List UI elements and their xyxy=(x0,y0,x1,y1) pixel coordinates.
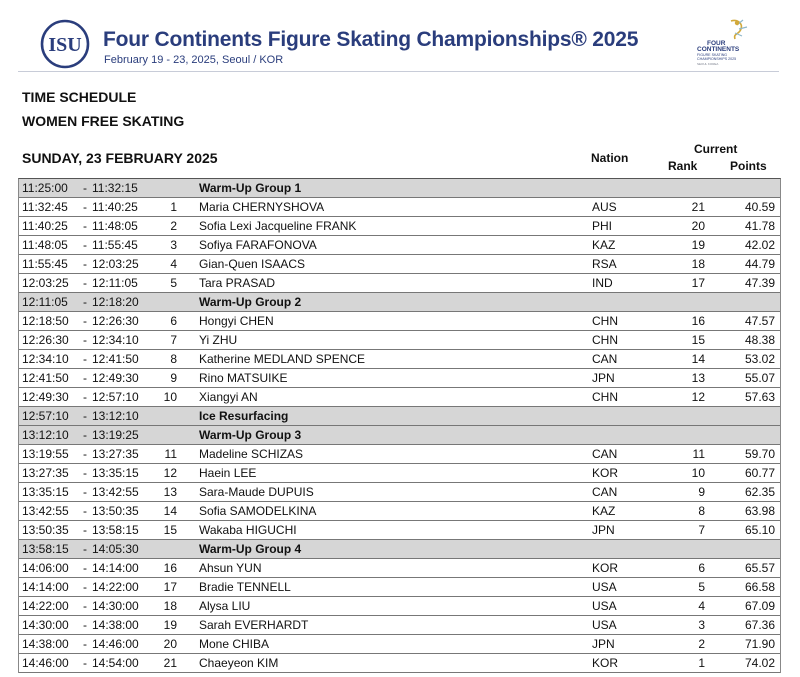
end-time: 11:55:45 xyxy=(92,238,138,252)
current-points: 66.58 xyxy=(744,580,775,594)
start-order: 10 xyxy=(163,390,177,404)
start-time: 12:41:50 xyxy=(22,371,69,385)
current-rank: 12 xyxy=(691,390,705,404)
time-separator: - xyxy=(83,409,87,423)
current-rank: 14 xyxy=(691,352,705,366)
end-time: 12:34:10 xyxy=(92,333,139,347)
skater-name: Sofia SAMODELKINA xyxy=(199,504,317,518)
skater-nation: USA xyxy=(592,618,617,632)
skater-row xyxy=(19,350,780,369)
current-points: 41.78 xyxy=(744,219,775,233)
time-separator: - xyxy=(83,314,87,328)
skater-name: Sarah EVERHARDT xyxy=(199,618,309,632)
time-separator: - xyxy=(83,257,87,271)
end-time: 14:54:00 xyxy=(92,656,139,670)
column-header-rank: Rank xyxy=(668,159,698,173)
time-separator: - xyxy=(83,181,87,195)
time-separator: - xyxy=(83,371,87,385)
skater-name: Yi ZHU xyxy=(199,333,238,347)
skater-nation: AUS xyxy=(592,200,617,214)
svg-text:FOUR: FOUR xyxy=(707,40,726,47)
skater-nation: CAN xyxy=(592,352,618,366)
schedule-date: SUNDAY, 23 FEBRUARY 2025 xyxy=(22,150,218,166)
current-rank: 9 xyxy=(698,485,705,499)
schedule-group-row xyxy=(19,426,780,445)
schedule-group-row xyxy=(19,293,780,312)
start-order: 19 xyxy=(163,618,177,632)
current-points: 67.36 xyxy=(744,618,775,632)
group-label: Warm-Up Group 3 xyxy=(199,428,302,442)
current-points: 60.77 xyxy=(744,466,775,480)
end-time: 12:57:10 xyxy=(92,390,139,404)
time-separator: - xyxy=(83,447,87,461)
current-points: 53.02 xyxy=(744,352,775,366)
end-time: 12:03:25 xyxy=(92,257,139,271)
current-rank: 4 xyxy=(698,599,705,613)
document-title: TIME SCHEDULE xyxy=(22,89,137,105)
current-points: 47.39 xyxy=(744,276,775,290)
skater-name: Rino MATSUIKE xyxy=(199,371,288,385)
skater-row xyxy=(19,369,780,388)
start-time: 13:27:35 xyxy=(22,466,69,480)
skater-nation: KAZ xyxy=(592,504,616,518)
skater-name: Maria CHERNYSHOVA xyxy=(199,200,325,214)
current-points: 48.38 xyxy=(744,333,775,347)
start-order: 14 xyxy=(163,504,177,518)
schedule-group-row xyxy=(19,179,780,198)
skater-row xyxy=(19,198,780,217)
time-separator: - xyxy=(83,580,87,594)
end-time: 12:18:20 xyxy=(92,295,139,309)
start-order: 7 xyxy=(170,333,177,347)
time-separator: - xyxy=(83,542,87,556)
group-label: Warm-Up Group 4 xyxy=(199,542,302,556)
skater-row xyxy=(19,274,780,293)
skater-row xyxy=(19,654,780,673)
skater-nation: KOR xyxy=(592,656,619,670)
time-separator: - xyxy=(83,219,87,233)
skater-nation: JPN xyxy=(592,523,615,537)
start-order: 20 xyxy=(163,637,177,651)
start-time: 14:38:00 xyxy=(22,637,69,651)
current-points: 40.59 xyxy=(744,200,775,214)
skater-nation: RSA xyxy=(592,257,617,271)
current-points: 65.57 xyxy=(744,561,775,575)
time-separator: - xyxy=(83,523,87,537)
skater-nation: CAN xyxy=(592,447,618,461)
end-time: 14:30:00 xyxy=(92,599,139,613)
skater-name: Chaeyeon KIM xyxy=(199,656,279,670)
document-header xyxy=(0,0,800,78)
start-order: 1 xyxy=(170,200,177,214)
skater-row xyxy=(19,502,780,521)
current-points: 74.02 xyxy=(744,656,775,670)
start-time: 12:26:30 xyxy=(22,333,69,347)
start-order: 9 xyxy=(170,371,177,385)
end-time: 14:14:00 xyxy=(92,561,139,575)
skater-row xyxy=(19,559,780,578)
event-title: Four Continents Figure Skating Championships® 2025 xyxy=(103,28,639,51)
end-time: 13:27:35 xyxy=(92,447,139,461)
skater-name: Sara-Maude DUPUIS xyxy=(199,485,314,499)
end-time: 11:32:15 xyxy=(92,181,138,195)
start-order: 6 xyxy=(170,314,177,328)
end-time: 12:26:30 xyxy=(92,314,139,328)
current-rank: 5 xyxy=(698,580,705,594)
time-separator: - xyxy=(83,333,87,347)
start-order: 17 xyxy=(163,580,177,594)
start-time: 13:50:35 xyxy=(22,523,69,537)
end-time: 13:12:10 xyxy=(92,409,139,423)
column-header-nation: Nation xyxy=(591,151,629,165)
start-order: 8 xyxy=(170,352,177,366)
current-rank: 2 xyxy=(698,637,705,651)
start-order: 12 xyxy=(163,466,177,480)
schedule-table xyxy=(18,178,781,673)
end-time: 14:38:00 xyxy=(92,618,139,632)
skater-name: Tara PRASAD xyxy=(199,276,276,290)
current-rank: 20 xyxy=(691,219,705,233)
group-label: Ice Resurfacing xyxy=(199,409,289,423)
time-separator: - xyxy=(83,352,87,366)
time-separator: - xyxy=(83,504,87,518)
start-order: 21 xyxy=(163,656,177,670)
skater-name: Katherine MEDLAND SPENCE xyxy=(199,352,366,366)
skater-name: Sofia Lexi Jacqueline FRANK xyxy=(199,219,357,233)
current-rank: 3 xyxy=(698,618,705,632)
svg-text:FIGURE SKATING: FIGURE SKATING xyxy=(697,53,728,57)
skater-name: Ahsun YUN xyxy=(199,561,262,575)
end-time: 12:11:05 xyxy=(92,276,138,290)
skater-name: Wakaba HIGUCHI xyxy=(199,523,297,537)
svg-text:SEOUL KOREA: SEOUL KOREA xyxy=(697,62,719,66)
skater-nation: CHN xyxy=(592,390,618,404)
column-header-points: Points xyxy=(730,159,767,173)
current-rank: 8 xyxy=(698,504,705,518)
start-time: 11:32:45 xyxy=(22,200,68,214)
current-rank: 6 xyxy=(698,561,705,575)
end-time: 11:48:05 xyxy=(92,219,138,233)
time-separator: - xyxy=(83,485,87,499)
time-separator: - xyxy=(83,390,87,404)
current-points: 47.57 xyxy=(744,314,775,328)
skater-nation: CHN xyxy=(592,314,618,328)
skater-name: Mone CHIBA xyxy=(199,637,270,651)
skater-nation: JPN xyxy=(592,371,615,385)
group-label: Warm-Up Group 2 xyxy=(199,295,302,309)
time-separator: - xyxy=(83,200,87,214)
skater-row xyxy=(19,616,780,635)
skater-row xyxy=(19,255,780,274)
current-points: 42.02 xyxy=(744,238,775,252)
current-rank: 7 xyxy=(698,523,705,537)
current-rank: 18 xyxy=(691,257,705,271)
start-time: 12:18:50 xyxy=(22,314,69,328)
start-order: 2 xyxy=(170,219,177,233)
end-time: 14:05:30 xyxy=(92,542,139,556)
start-order: 15 xyxy=(163,523,177,537)
time-separator: - xyxy=(83,561,87,575)
start-time: 13:35:15 xyxy=(22,485,69,499)
end-time: 14:46:00 xyxy=(92,637,139,651)
start-time: 11:48:05 xyxy=(22,238,68,252)
skater-nation: USA xyxy=(592,580,617,594)
time-separator: - xyxy=(83,428,87,442)
svg-text:CHAMPIONSHIPS 2025: CHAMPIONSHIPS 2025 xyxy=(697,57,737,61)
start-time: 13:19:55 xyxy=(22,447,69,461)
start-order: 18 xyxy=(163,599,177,613)
current-points: 62.35 xyxy=(744,485,775,499)
current-rank: 11 xyxy=(692,447,705,461)
start-order: 11 xyxy=(164,447,177,461)
end-time: 13:50:35 xyxy=(92,504,139,518)
skater-nation: CAN xyxy=(592,485,618,499)
event-discipline-title: WOMEN FREE SKATING xyxy=(22,113,185,129)
start-time: 12:11:05 xyxy=(22,295,68,309)
start-time: 13:42:55 xyxy=(22,504,69,518)
skater-name: Hongyi CHEN xyxy=(199,314,274,328)
start-order: 4 xyxy=(170,257,177,271)
skater-row xyxy=(19,597,780,616)
skater-row xyxy=(19,635,780,654)
current-points: 67.09 xyxy=(744,599,775,613)
start-time: 11:55:45 xyxy=(22,257,68,271)
skater-name: Haein LEE xyxy=(199,466,257,480)
end-time: 11:40:25 xyxy=(92,200,138,214)
skater-nation: JPN xyxy=(592,637,615,651)
end-time: 13:58:15 xyxy=(92,523,139,537)
end-time: 13:42:55 xyxy=(92,485,139,499)
skater-row xyxy=(19,521,780,540)
start-time: 14:46:00 xyxy=(22,656,69,670)
skater-row xyxy=(19,312,780,331)
skater-name: Sofiya FARAFONOVA xyxy=(199,238,317,252)
skater-nation: PHI xyxy=(592,219,613,233)
skater-row xyxy=(19,217,780,236)
time-separator: - xyxy=(83,295,87,309)
time-separator: - xyxy=(83,618,87,632)
start-order: 16 xyxy=(163,561,177,575)
current-rank: 13 xyxy=(691,371,705,385)
current-points: 71.90 xyxy=(744,637,775,651)
current-rank: 21 xyxy=(691,200,705,214)
current-rank: 16 xyxy=(691,314,705,328)
end-time: 12:41:50 xyxy=(92,352,139,366)
start-time: 14:14:00 xyxy=(22,580,69,594)
time-separator: - xyxy=(83,276,87,290)
time-separator: - xyxy=(83,637,87,651)
skater-row xyxy=(19,464,780,483)
svg-text:CONTINENTS: CONTINENTS xyxy=(697,46,740,53)
schedule-group-row xyxy=(19,540,780,559)
column-header-current: Current xyxy=(694,142,738,156)
start-time: 14:06:00 xyxy=(22,561,69,575)
header-divider xyxy=(18,71,779,72)
start-order: 5 xyxy=(170,276,177,290)
skater-nation: CHN xyxy=(592,333,618,347)
current-points: 65.10 xyxy=(744,523,775,537)
time-separator: - xyxy=(83,656,87,670)
time-separator: - xyxy=(83,238,87,252)
start-order: 3 xyxy=(170,238,177,252)
start-time: 12:34:10 xyxy=(22,352,69,366)
start-time: 13:58:15 xyxy=(22,542,69,556)
skater-nation: KOR xyxy=(592,561,619,575)
skater-row xyxy=(19,236,780,255)
skater-name: Madeline SCHIZAS xyxy=(199,447,304,461)
start-time: 11:25:00 xyxy=(22,181,68,195)
skater-row xyxy=(19,388,780,407)
start-time: 12:49:30 xyxy=(22,390,69,404)
current-rank: 19 xyxy=(691,238,705,252)
start-time: 13:12:10 xyxy=(22,428,69,442)
start-order: 13 xyxy=(163,485,177,499)
skater-nation: KOR xyxy=(592,466,619,480)
current-points: 44.79 xyxy=(744,257,775,271)
current-rank: 10 xyxy=(691,466,705,480)
start-time: 14:22:00 xyxy=(22,599,69,613)
current-points: 55.07 xyxy=(744,371,775,385)
current-rank: 17 xyxy=(691,276,705,290)
current-rank: 15 xyxy=(691,333,705,347)
svg-text:ISU: ISU xyxy=(48,34,82,56)
end-time: 12:49:30 xyxy=(92,371,139,385)
start-time: 12:03:25 xyxy=(22,276,69,290)
skater-nation: USA xyxy=(592,599,617,613)
skater-nation: IND xyxy=(592,276,613,290)
current-rank: 1 xyxy=(698,656,705,670)
four-continents-logo xyxy=(693,17,751,67)
skater-row xyxy=(19,445,780,464)
skater-row xyxy=(19,483,780,502)
skater-name: Alysa LIU xyxy=(199,599,251,613)
skater-name: Bradie TENNELL xyxy=(199,580,291,594)
schedule-group-row xyxy=(19,407,780,426)
event-dates-location: February 19 - 23, 2025, Seoul / KOR xyxy=(104,54,284,66)
time-separator: - xyxy=(83,599,87,613)
skater-name: Gian-Quen ISAACS xyxy=(199,257,306,271)
skater-name: Xiangyi AN xyxy=(199,390,258,404)
skater-nation: KAZ xyxy=(592,238,616,252)
end-time: 14:22:00 xyxy=(92,580,139,594)
current-points: 57.63 xyxy=(744,390,775,404)
start-time: 12:57:10 xyxy=(22,409,69,423)
current-points: 59.70 xyxy=(744,447,775,461)
time-separator: - xyxy=(83,466,87,480)
group-label: Warm-Up Group 1 xyxy=(199,181,302,195)
end-time: 13:35:15 xyxy=(92,466,139,480)
isu-logo xyxy=(40,19,90,69)
current-points: 63.98 xyxy=(744,504,775,518)
start-time: 14:30:00 xyxy=(22,618,69,632)
skater-row xyxy=(19,578,780,597)
skater-row xyxy=(19,331,780,350)
start-time: 11:40:25 xyxy=(22,219,68,233)
end-time: 13:19:25 xyxy=(92,428,139,442)
